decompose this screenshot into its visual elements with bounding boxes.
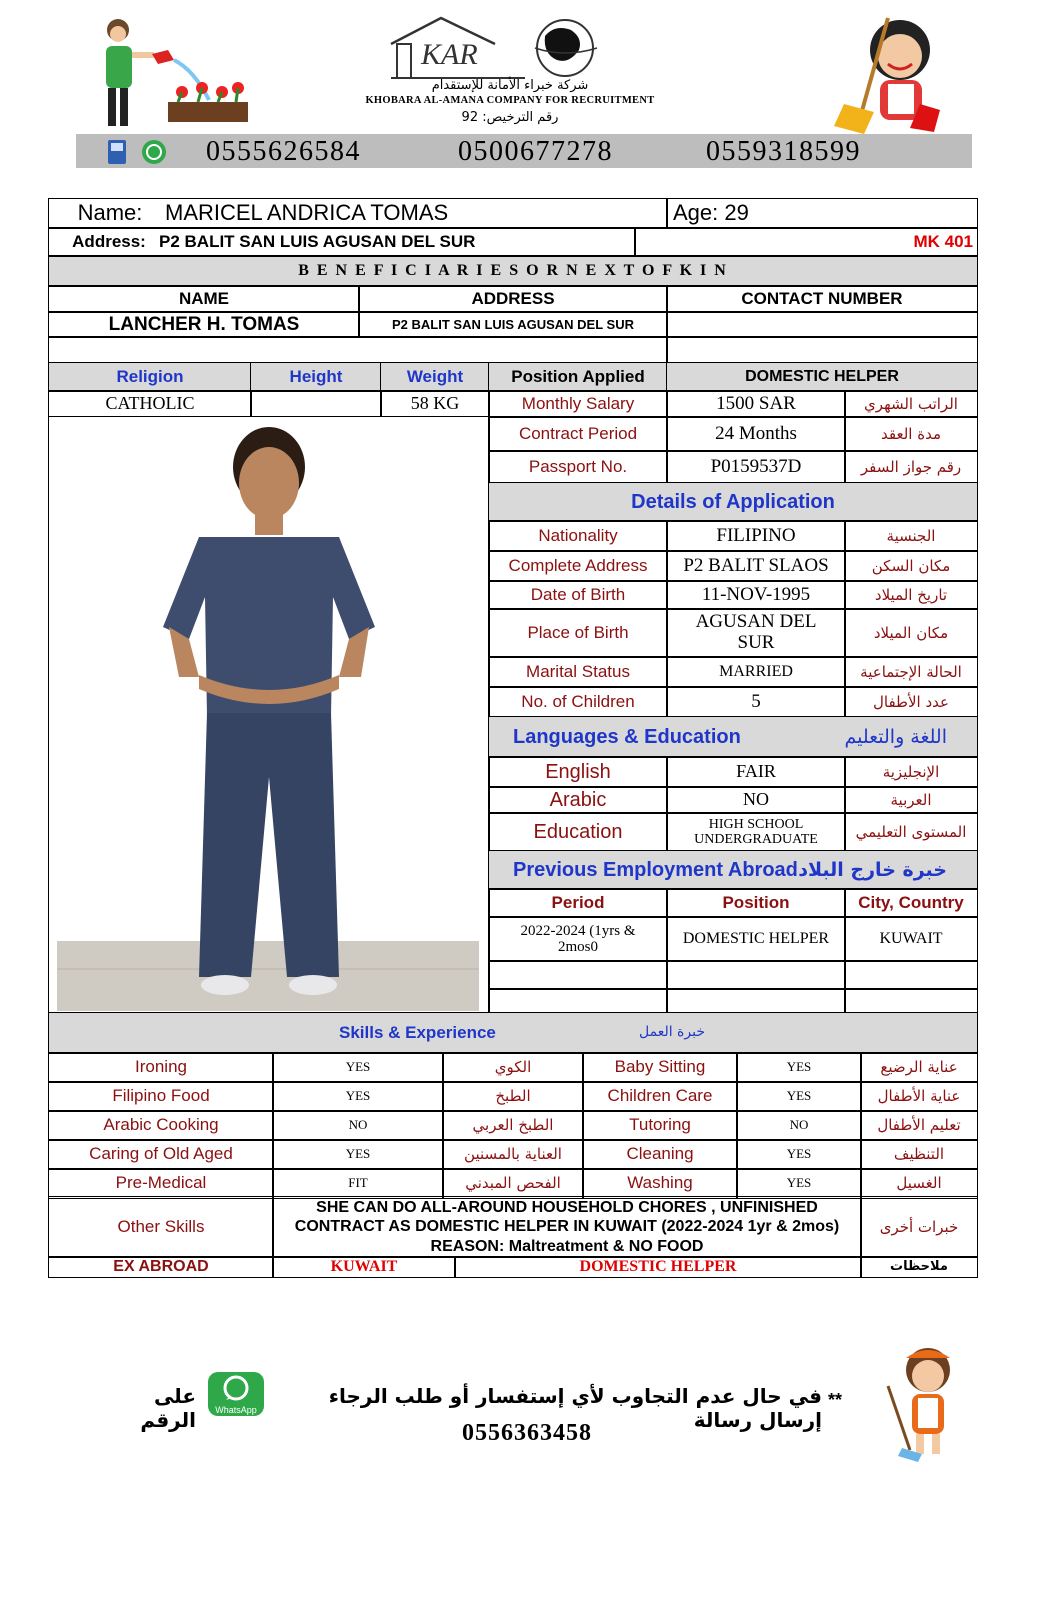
other-skills-line-1: SHE CAN DO ALL-AROUND HOUSEHOLD CHORES , UNFINISHED	[316, 1199, 818, 1217]
arabic-arabic: العربية	[844, 786, 978, 814]
employment-title-arabic: خبرة خارج البلاد	[798, 858, 947, 881]
beneficiary-blank-row	[48, 336, 668, 364]
skills-title: Skills & Experience	[339, 1022, 496, 1042]
phone-whatsapp-icons	[104, 138, 176, 166]
skill-arabic: الطبخ	[442, 1081, 584, 1112]
nationality-arabic: الجنسية	[844, 520, 978, 552]
skill-value: NO	[272, 1110, 444, 1141]
address-row	[48, 228, 636, 256]
nationality-label: Nationality	[488, 520, 668, 552]
monthly-salary-value: 1500 SAR	[666, 390, 846, 418]
company-logo	[385, 12, 605, 82]
religion-value: CATHOLIC	[48, 390, 252, 418]
other-skills-text	[272, 1196, 862, 1258]
complete-address-value: P2 BALIT SLAOS	[666, 550, 846, 582]
applicant-code: MK 401	[634, 228, 978, 256]
whatsapp-icon	[142, 140, 166, 164]
skill-label: Caring of Old Aged	[48, 1139, 274, 1170]
skill-label: Children Care	[582, 1081, 738, 1112]
name-row	[48, 198, 668, 228]
weight-value: 58 KG	[380, 390, 490, 418]
applicant-name: MARICEL ANDRICA TOMAS	[165, 199, 449, 225]
photo-frame	[48, 416, 490, 1014]
ex-abroad-position: DOMESTIC HELPER	[454, 1256, 862, 1278]
phone-number-1[interactable]: 0555626584	[206, 136, 361, 167]
contract-period-value: 24 Months	[666, 416, 846, 452]
religion-label: Religion	[48, 362, 252, 392]
languages-title-arabic: اللغة والتعليم	[844, 725, 947, 748]
name-label: Name:	[77, 199, 143, 225]
other-skills-line-2: CONTRACT AS DOMESTIC HELPER IN KUWAIT (2022-2024 1yr & 2mos)	[294, 1218, 840, 1236]
address-label: Address:	[72, 231, 146, 251]
languages-title-row	[488, 716, 978, 758]
date-of-birth-label: Date of Birth	[488, 580, 668, 610]
skill-label: Baby Sitting	[582, 1052, 738, 1083]
skill-value: YES	[272, 1139, 444, 1170]
footer-on-number-arabic: على الرقم	[140, 1384, 196, 1432]
skill-arabic: عناية الرضيع	[860, 1052, 978, 1083]
beneficiary-contact-header: CONTACT NUMBER	[666, 286, 978, 312]
other-skills-label: Other Skills	[48, 1196, 274, 1258]
weight-label: Weight	[380, 362, 490, 392]
skill-value: YES	[272, 1081, 444, 1112]
skill-label: Cleaning	[582, 1139, 738, 1170]
place-of-birth-arabic: مكان الميلاد	[844, 608, 978, 658]
skill-arabic: الفحص المبدني	[442, 1168, 584, 1199]
skill-arabic: عناية الأطفال	[860, 1081, 978, 1112]
skill-arabic: الغسيل	[860, 1168, 978, 1199]
marital-status-arabic: الحالة الإجتماعية	[844, 656, 978, 688]
education-value: HIGH SCHOOL UNDERGRADUATE	[666, 812, 846, 852]
skill-label: Filipino Food	[48, 1081, 274, 1112]
children-value: 5	[666, 686, 846, 718]
height-value	[250, 390, 382, 418]
whatsapp-badge[interactable]	[208, 1372, 264, 1416]
height-label: Height	[250, 362, 382, 392]
employment-period: 2022-2024 (1yrs & 2mos0	[488, 916, 668, 962]
beneficiaries-title: B E N E F I C I A R I E S O R N E X T O F K I N	[48, 256, 978, 286]
place-of-birth-label: Place of Birth	[488, 608, 668, 658]
employment-title-row	[488, 850, 978, 890]
complete-address-label: Complete Address	[488, 550, 668, 582]
skill-arabic: تعليم الأطفال	[860, 1110, 978, 1141]
skill-label: Pre-Medical	[48, 1168, 274, 1199]
other-skills-line-3: REASON: Maltreatment & NO FOOD	[430, 1237, 704, 1255]
languages-title: Languages & Education	[513, 726, 741, 748]
contract-period-label: Contract Period	[488, 416, 668, 452]
skill-value: YES	[736, 1081, 862, 1112]
arabic-value: NO	[666, 786, 846, 814]
skill-label: Washing	[582, 1168, 738, 1199]
english-arabic: الإنجليزية	[844, 756, 978, 788]
date-of-birth-value: 11-NOV-1995	[666, 580, 846, 610]
skill-label: Ironing	[48, 1052, 274, 1083]
employment-empty-1	[488, 960, 668, 990]
applicant-address: P2 BALIT SAN LUIS AGUSAN DEL SUR	[159, 231, 476, 251]
period-header: Period	[488, 888, 668, 918]
employment-empty-6	[844, 988, 978, 1014]
skill-value: YES	[736, 1052, 862, 1083]
employment-empty-2	[666, 960, 846, 990]
skill-value: NO	[736, 1110, 862, 1141]
ex-abroad-label: EX ABROAD	[48, 1256, 274, 1278]
skill-label: Arabic Cooking	[48, 1110, 274, 1141]
position-header: Position	[666, 888, 846, 918]
footer-stars: **	[828, 1390, 843, 1410]
marital-status-value: MARRIED	[666, 656, 846, 688]
skills-title-arabic: خبرة العمل	[639, 1024, 705, 1041]
employment-position: DOMESTIC HELPER	[666, 916, 846, 962]
position-applied-label: Position Applied	[488, 362, 668, 392]
beneficiary-name-header: NAME	[48, 286, 360, 312]
skill-arabic: العناية بالمسنين	[442, 1139, 584, 1170]
ex-abroad-country: KUWAIT	[272, 1256, 456, 1278]
employment-empty-3	[844, 960, 978, 990]
skills-title-row	[48, 1012, 978, 1054]
marital-status-label: Marital Status	[488, 656, 668, 688]
skill-arabic: الطبخ العربي	[442, 1110, 584, 1141]
monthly-salary-label: Monthly Salary	[488, 390, 668, 418]
employment-empty-4	[488, 988, 668, 1014]
children-label: No. of Children	[488, 686, 668, 718]
whatsapp-icon	[208, 1372, 264, 1404]
monthly-salary-arabic: الراتب الشهري	[844, 390, 978, 418]
english-label: English	[488, 756, 668, 788]
maid-broom-illustration	[800, 8, 960, 136]
beneficiary-address-header: ADDRESS	[358, 286, 668, 312]
place-of-birth-value: AGUSAN DEL SUR	[666, 608, 846, 658]
children-arabic: عدد الأطفال	[844, 686, 978, 718]
employment-city: KUWAIT	[844, 916, 978, 962]
beneficiary-name: LANCHER H. TOMAS	[48, 312, 360, 338]
passport-value: P0159537D	[666, 450, 846, 484]
whatsapp-label: WhatsApp	[215, 1405, 257, 1415]
employment-empty-5	[666, 988, 846, 1014]
footer-phone[interactable]: 0556363458	[462, 1420, 592, 1446]
education-arabic: المستوى التعليمي	[844, 812, 978, 852]
contract-period-arabic: مدة العقد	[844, 416, 978, 452]
ex-abroad-arabic: ملاحظات	[860, 1256, 978, 1278]
skill-value: YES	[736, 1168, 862, 1199]
skill-value: YES	[272, 1052, 444, 1083]
details-title: Details of Application	[488, 482, 978, 522]
age: Age: 29	[666, 198, 978, 228]
employment-title: Previous Employment Abroad	[513, 859, 798, 881]
skill-label: Tutoring	[582, 1110, 738, 1141]
skill-value: YES	[736, 1139, 862, 1170]
license-number: رقم الترخيص: 92	[461, 110, 559, 125]
maid-mop-illustration	[872, 1340, 982, 1464]
skill-arabic: الكوي	[442, 1052, 584, 1083]
beneficiary-blank-contact	[666, 336, 978, 364]
phone-number-2[interactable]: 0500677278	[458, 136, 613, 167]
company-name-english: KHOBARA AL-AMANA COMPANY FOR RECRUITMENT	[365, 95, 655, 106]
english-value: FAIR	[666, 756, 846, 788]
skill-arabic: التنظيف	[860, 1139, 978, 1170]
passport-arabic: رقم جواز السفر	[844, 450, 978, 484]
logo-text: KAR	[421, 38, 478, 71]
beneficiary-address: P2 BALIT SAN LUIS AGUSAN DEL SUR	[358, 312, 668, 338]
arabic-label: Arabic	[488, 786, 668, 814]
beneficiary-contact	[666, 312, 978, 338]
city-country-header: City, Country	[844, 888, 978, 918]
company-name-arabic: شركة خبراء الأمانة للإستقدام	[431, 78, 589, 93]
skill-value: FIT	[272, 1168, 444, 1199]
position-applied-value: DOMESTIC HELPER	[666, 362, 978, 392]
phone-number-3[interactable]: 0559318599	[706, 136, 861, 167]
date-of-birth-arabic: تاريخ الميلاد	[844, 580, 978, 610]
gardener-illustration	[90, 10, 260, 130]
education-label: Education	[488, 812, 668, 852]
footer-message-arabic: في حال عدم التجاوب لأي إستفسار أو طلب الرجاء إرسال رسالة	[328, 1384, 822, 1432]
other-skills-arabic: خبرات أخرى	[860, 1196, 978, 1258]
passport-label: Passport No.	[488, 450, 668, 484]
nationality-value: FILIPINO	[666, 520, 846, 552]
applicant-photo	[49, 417, 489, 1013]
complete-address-arabic: مكان السكن	[844, 550, 978, 582]
